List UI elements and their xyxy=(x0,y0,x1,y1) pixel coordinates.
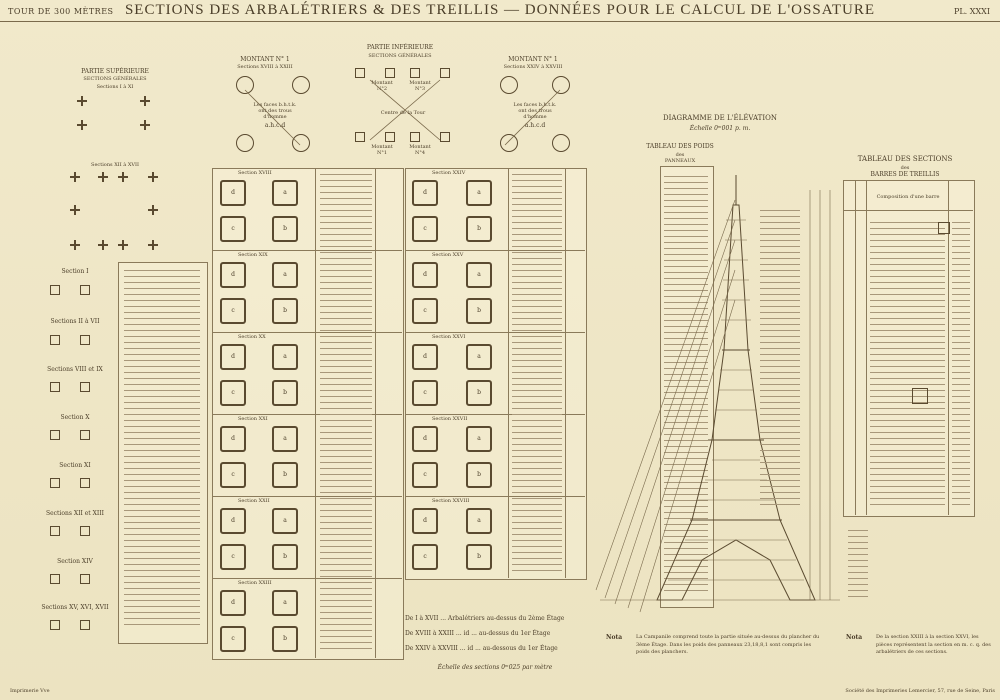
legend-line: De I à XVII ... Arbalétriers au-dessus du 2ème Étage xyxy=(405,615,565,622)
member-section: d xyxy=(412,344,438,370)
footnote-lines xyxy=(848,530,868,602)
section-label: Sections II à VII xyxy=(50,318,100,325)
section-title: Section XIX xyxy=(238,252,268,258)
sections-composition xyxy=(870,222,945,510)
section-title: Section XXV xyxy=(432,252,464,258)
member-section: d xyxy=(412,426,438,452)
member-section: c xyxy=(412,380,438,406)
member-section: c xyxy=(412,462,438,488)
table-divider xyxy=(866,180,867,515)
diagram-nota-text: La Campanile comprend toute la partie située au-dessus du plancher du 3ème Étage. Dans les poids des panneaux 23,18,8,1 sont compris les poids des planchers. xyxy=(636,634,820,655)
member-section: d xyxy=(220,508,246,534)
printer-left: Imprimerie Vve xyxy=(10,688,50,694)
montant-label: Montant N°4 xyxy=(409,144,431,156)
section-title: Section XXVIII xyxy=(432,498,470,504)
member-section: a xyxy=(272,344,298,370)
member-section: d xyxy=(220,426,246,452)
table-header-rule xyxy=(843,210,973,211)
member-section: c xyxy=(220,298,246,324)
montant-right-sub: Sections XXIV à XXVIII xyxy=(503,64,563,70)
section-title: Section XXIV xyxy=(432,170,466,176)
member-section: b xyxy=(272,298,298,324)
section-label: Section I xyxy=(61,268,89,275)
montant-left-sub: Sections XVIII à XXIII xyxy=(237,64,293,70)
member-section: c xyxy=(220,462,246,488)
section-label: Section X xyxy=(60,414,90,421)
member-section: d xyxy=(220,590,246,616)
sections-generales-inf: SECTIONS GÉNÉRALES xyxy=(368,53,432,59)
section-label: Sections VIII et IX xyxy=(47,366,103,373)
section-icon xyxy=(938,222,950,234)
table-divider xyxy=(855,180,856,515)
printer-right: Société des Imprimeries Lemercier, 57, rue de Seine, Paris xyxy=(845,688,995,694)
centre-label: Centre de la Tour xyxy=(380,110,426,116)
diagram-nota-label: Nota xyxy=(606,634,623,641)
member-section: b xyxy=(466,544,492,570)
faces-note-right: Les faces b.h.t.k. ont des trous d'homme xyxy=(513,102,557,120)
member-section: d xyxy=(220,180,246,206)
legend-line: De XVIII à XXIII ... id ... au-dessus du 1er Étage xyxy=(405,630,551,637)
member-section: d xyxy=(220,262,246,288)
montant-label: Montant N°3 xyxy=(409,80,431,92)
plate-number: PL. XXXI xyxy=(953,7,990,16)
member-section: b xyxy=(466,216,492,242)
section-title: Section XXVI xyxy=(432,334,466,340)
member-section: d xyxy=(412,508,438,534)
partie-superieure-label: PARTIE SUPÉRIEURE xyxy=(81,68,149,75)
composition-header: Composition d'une barre xyxy=(876,194,940,200)
member-section: b xyxy=(466,298,492,324)
member-section: a xyxy=(272,590,298,616)
member-section: b xyxy=(272,544,298,570)
section-title: Section XXVII xyxy=(432,416,468,422)
page-title: SECTIONS DES ARBALÉTRIERS & DES TREILLIS — DONNÉES POUR LE CALCUL DE L'OSSATURE xyxy=(124,2,876,18)
member-section: c xyxy=(412,298,438,324)
member-section: a xyxy=(272,508,298,534)
sections-12-17-label: Sections XII à XVII xyxy=(91,162,139,168)
section-title: Section XX xyxy=(238,334,266,340)
section-label: Section XIV xyxy=(57,558,93,565)
faces-note-left: Les faces b.h.t.k. ont des trous d'homme xyxy=(253,102,297,120)
sections-1-11-label: Sections I à XI xyxy=(96,84,134,90)
weights-table-sub: PANNEAUX xyxy=(664,158,696,164)
member-section: a xyxy=(466,180,492,206)
sections-generales-label: SECTIONS GÉNÉRALES xyxy=(83,76,147,82)
member-section: a xyxy=(272,262,298,288)
table-nota-text: De la section XXIII à la section XXVI, les pièces représentent la section en m. c. q. des arbalétriers de ces sections. xyxy=(876,634,991,655)
section-label: Section XI xyxy=(59,462,91,469)
member-section: c xyxy=(220,626,246,652)
faces-code-left: a.h.c.d xyxy=(264,122,286,129)
section-label: Sections XII et XIII xyxy=(46,510,104,517)
member-section: c xyxy=(412,544,438,570)
weights-table-title: TABLEAU DES POIDS xyxy=(646,143,714,150)
partie-inferieure-label: PARTIE INFÉRIEURE xyxy=(366,44,434,51)
section-title: Section XXIII xyxy=(238,580,272,586)
section-title: Section XXI xyxy=(238,416,268,422)
faces-code-right: a.h.c.d xyxy=(524,122,546,129)
member-section: b xyxy=(466,462,492,488)
elevation-values xyxy=(760,210,800,510)
member-section: a xyxy=(466,508,492,534)
member-section: d xyxy=(220,344,246,370)
member-section: b xyxy=(466,380,492,406)
section-title: Section XVIII xyxy=(238,170,272,176)
member-section: c xyxy=(220,380,246,406)
sections-table-sub: BARRES DE TREILLIS xyxy=(870,171,940,178)
member-section: c xyxy=(412,216,438,242)
sections-table-des: des xyxy=(900,165,910,171)
member-section: b xyxy=(272,626,298,652)
section-label: Sections XV, XVI, XVII xyxy=(41,604,109,611)
member-section: b xyxy=(272,462,298,488)
diagram-scale: Échelle 0ᵐ001 p. m. xyxy=(689,125,751,132)
member-section: d xyxy=(412,262,438,288)
member-section: a xyxy=(466,344,492,370)
sections-table-title: TABLEAU DES SECTIONS xyxy=(857,155,953,163)
member-section: c xyxy=(220,544,246,570)
tower-header: TOUR DE 300 MÈTRES xyxy=(8,7,114,16)
table-nota-label: Nota xyxy=(846,634,863,641)
section-title: Section XXII xyxy=(238,498,270,504)
member-section: a xyxy=(272,180,298,206)
member-section: d xyxy=(412,180,438,206)
member-section: a xyxy=(272,426,298,452)
montant-label: Montant N°2 xyxy=(371,80,393,92)
montant-left-title: MONTANT N° 1 xyxy=(240,56,290,63)
legend-line: De XXIV à XXVIII ... id ... au-dessous du 1er Étage xyxy=(405,645,558,652)
section-icon xyxy=(912,388,928,404)
montant-right-title: MONTANT N° 1 xyxy=(508,56,558,63)
member-section: b xyxy=(272,216,298,242)
montant-label: Montant N°1 xyxy=(371,144,393,156)
weights-table-des: des xyxy=(675,152,685,158)
member-section: a xyxy=(466,426,492,452)
scale-note: Échelle des sections 0ᵐ025 par mètre xyxy=(437,664,553,671)
member-section: a xyxy=(466,262,492,288)
sections-area xyxy=(952,222,970,510)
diagram-title: DIAGRAMME DE L'ÉLÉVATION xyxy=(663,114,777,122)
member-section: c xyxy=(220,216,246,242)
member-section: b xyxy=(272,380,298,406)
